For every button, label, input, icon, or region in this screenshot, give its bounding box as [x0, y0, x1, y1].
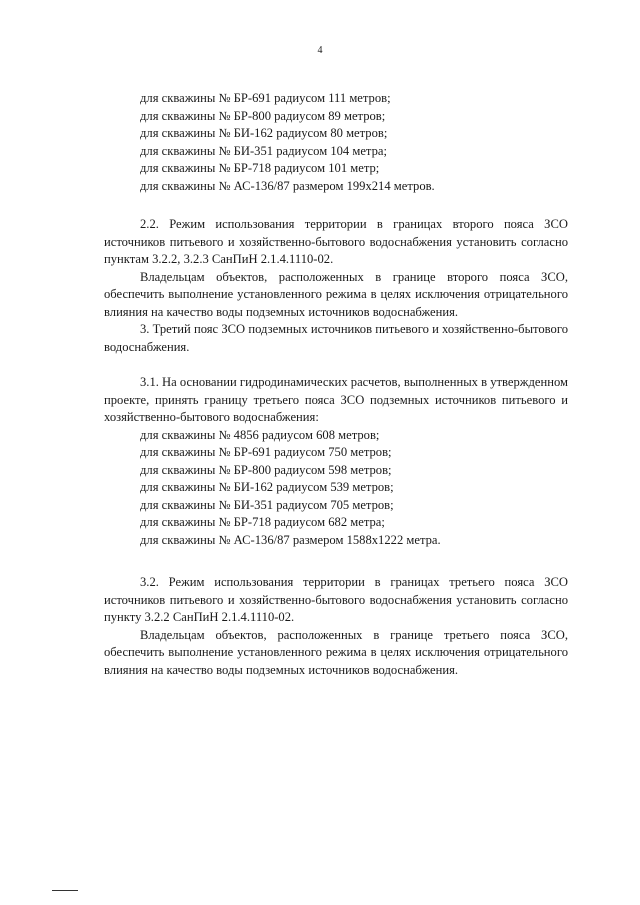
list-item: для скважины № БИ-162 радиусом 80 метров;	[140, 126, 388, 140]
owners-zone3-paragraph: Владельцам объектов, расположенных в границе третьего пояса ЗСО, обеспечить выполнение установленного режима в целях исключения отрицательного влияния на качество воды подземных источников водоснабжения.	[104, 627, 568, 677]
list-item: для скважины № БР-691 радиусом 750 метров;	[140, 445, 392, 459]
section-2-2-paragraph: 2.2. Режим использования территории в границах второго пояса ЗСО источников питьевого и хозяйственно-бытового водоснабжения установить согласно пунктам 3.2.2, 3.2.3 СанПиН 2.1.4.1110-02.	[104, 217, 568, 266]
list-item: для скважины № БИ-351 радиусом 104 метра;	[140, 143, 387, 158]
list-item: для скважины № БР-718 радиусом 101 метр;	[140, 161, 380, 175]
list-item: для скважины № БР-800 радиусом 89 метров;	[140, 108, 386, 123]
page-number: 4	[317, 45, 323, 56]
section-3-heading: 3. Третий пояс ЗСО подземных источников питьевого и хозяйственно-бытового водоснабжения.	[104, 322, 568, 354]
list-item: для скважины № АС-136/87 размером 199х214 метров.	[140, 178, 435, 193]
zone3-wells-list	[104, 427, 568, 550]
list-item: для скважины № 4856 радиусом 608 метров;	[140, 427, 380, 442]
document-body	[104, 90, 568, 679]
list-item: для скважины № БР-691 радиусом 111 метров;	[140, 91, 391, 105]
list-item: для скважины № АС-136/87 размером 1588х1222 метра.	[140, 532, 441, 547]
list-item: для скважины № БИ-351 радиусом 705 метров;	[140, 497, 394, 512]
list-item: для скважины № БР-800 радиусом 598 метров;	[140, 462, 392, 477]
list-item: для скважины № БР-718 радиусом 682 метра;	[140, 515, 385, 529]
footer-divider	[52, 890, 78, 891]
owners-zone2-paragraph: Владельцам объектов, расположенных в границе второго пояса ЗСО, обеспечить выполнение установленного режима в целях исключения отрицательного влияния на качество воды подземных источников водоснабжения.	[104, 269, 568, 319]
section-3-2-paragraph: 3.2. Режим использования территории в границах третьего пояса ЗСО источников питьевого и хозяйственно-бытового водоснабжения установить согласно пункту 3.2.2 СанПиН 2.1.4.1110-02.	[104, 575, 568, 624]
list-item: для скважины № БИ-162 радиусом 539 метров;	[140, 480, 394, 494]
zone2-wells-list	[104, 90, 568, 195]
section-3-1-paragraph: 3.1. На основании гидродинамических расчетов, выполненных в утвержденном проекте, принять границу третьего пояса ЗСО подземных источников питьевого и хозяйственно-бытового водоснабжения:	[104, 375, 568, 424]
